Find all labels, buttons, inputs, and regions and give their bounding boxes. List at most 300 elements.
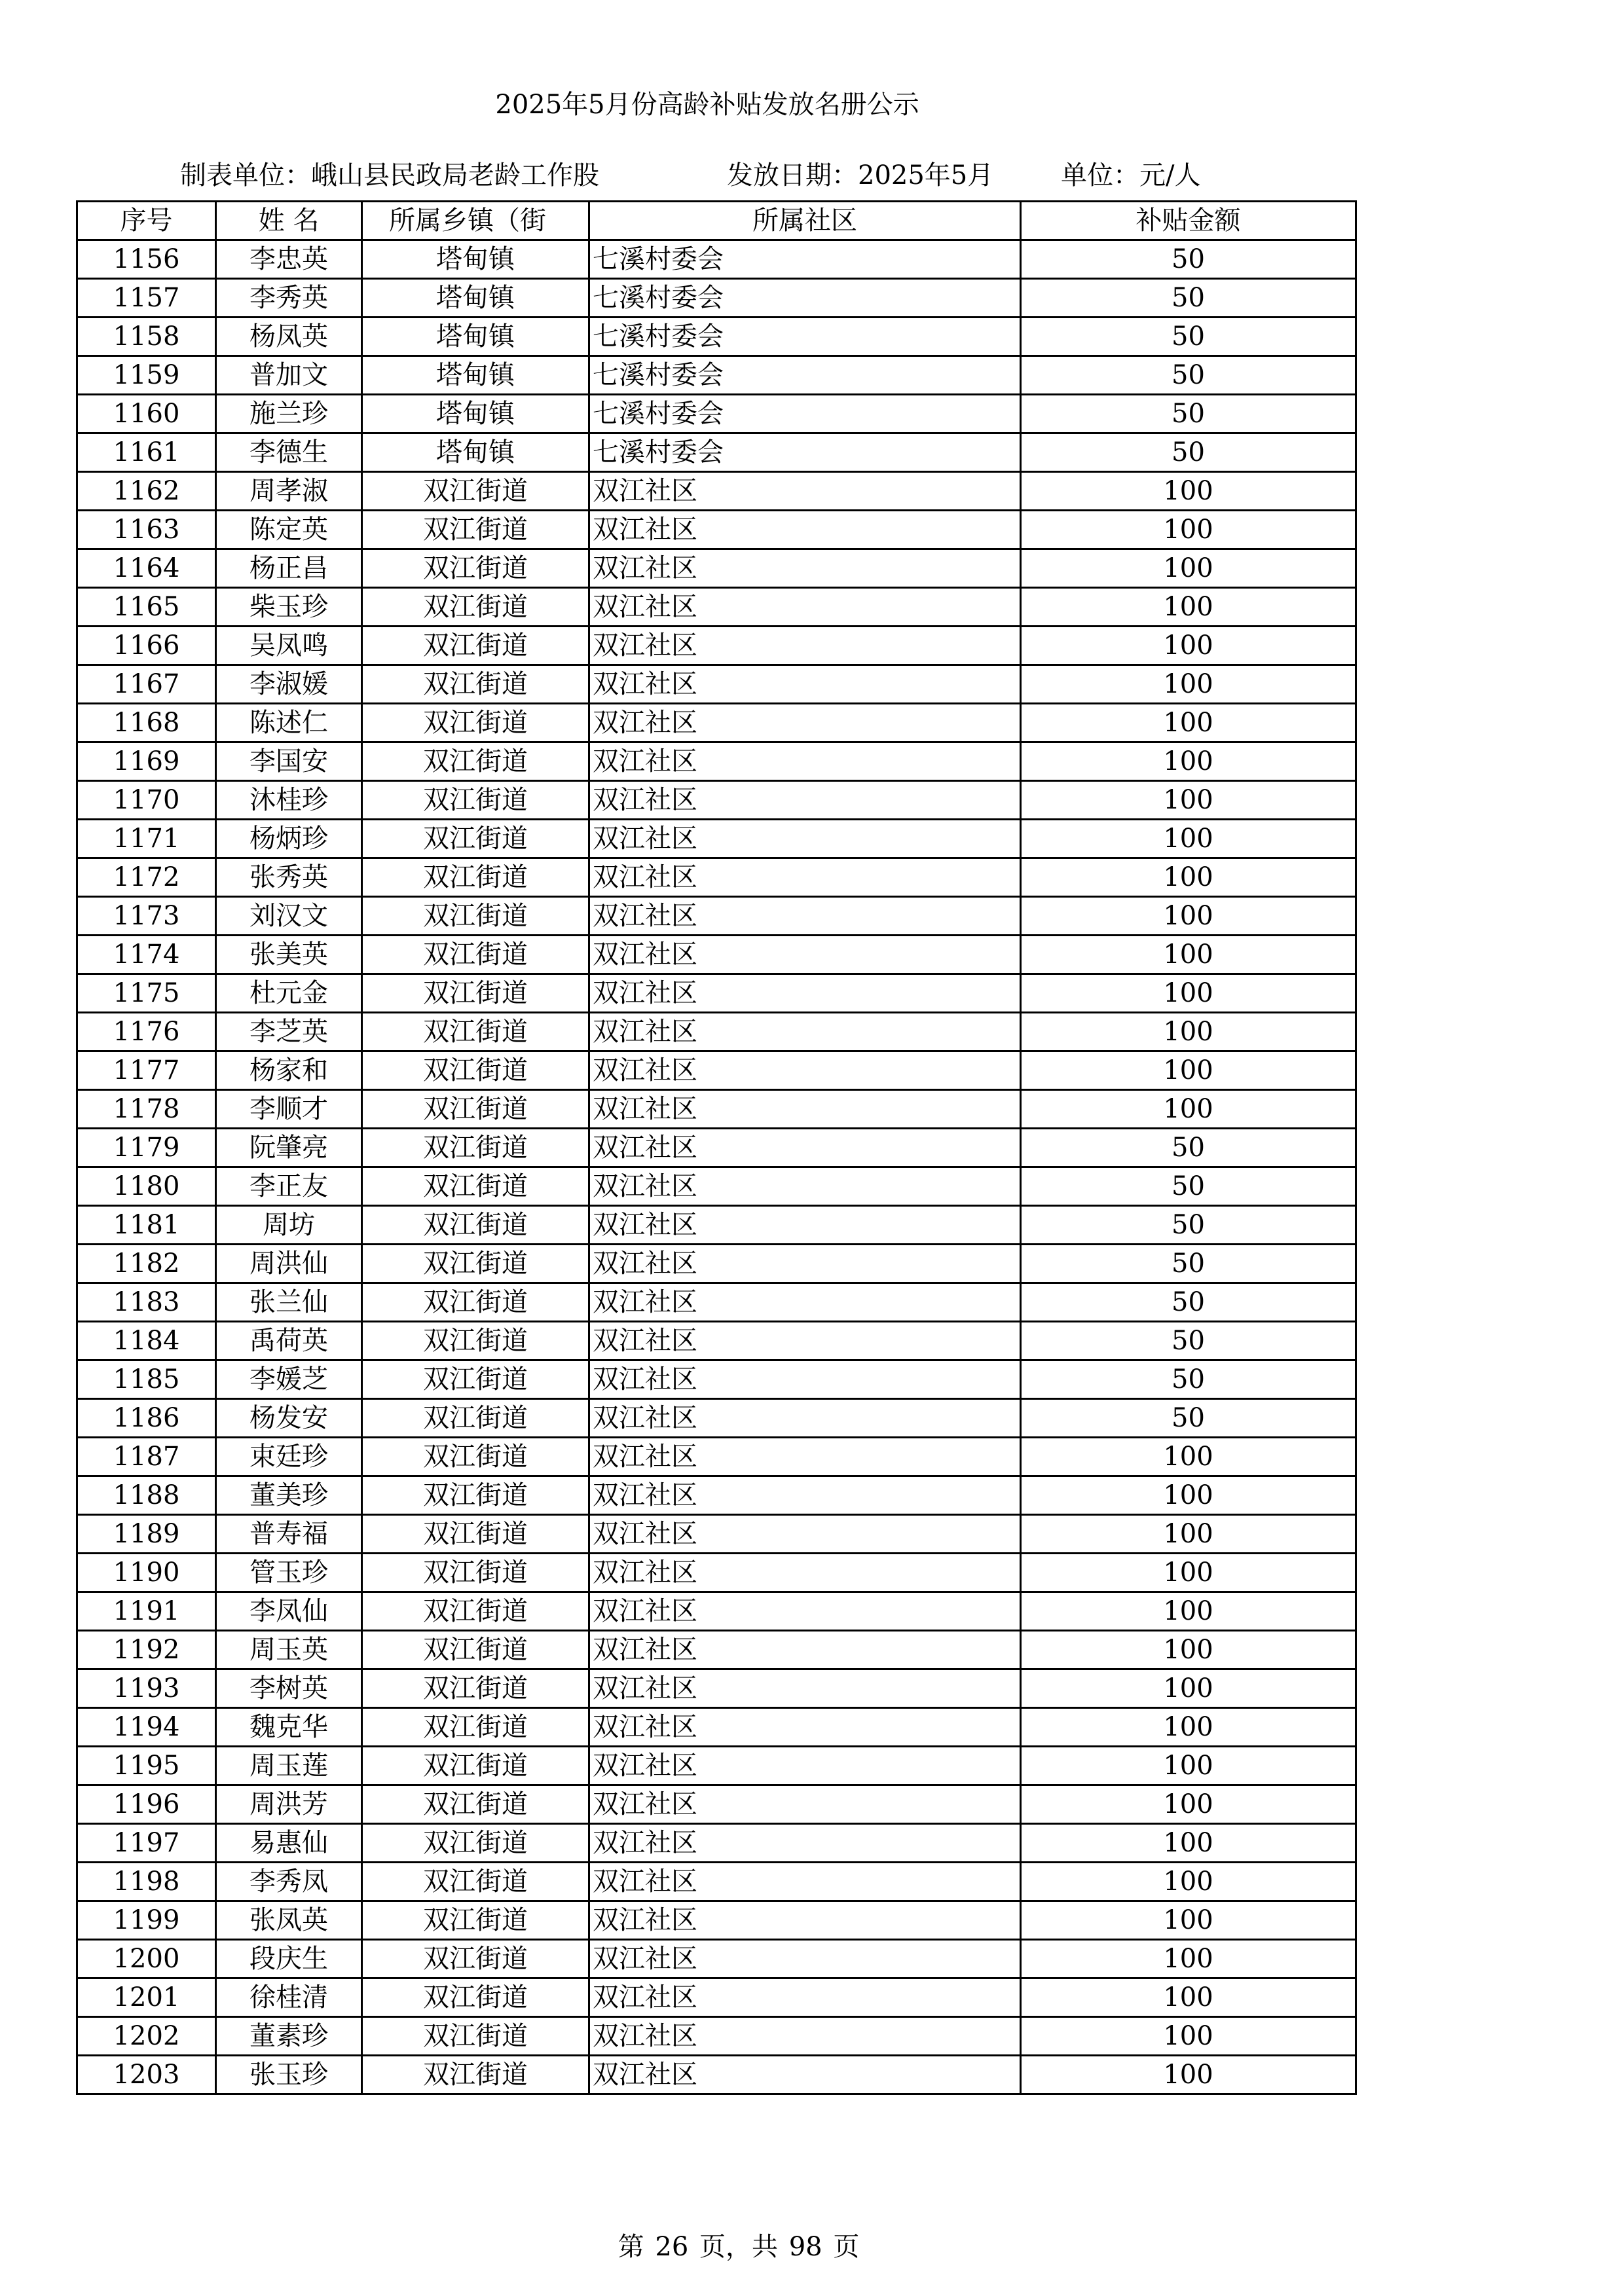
- cell-amount: 50: [1021, 1399, 1356, 1438]
- cell-town: 双江街道: [362, 858, 589, 897]
- cell-town: 塔甸镇: [362, 318, 589, 356]
- cell-town: 塔甸镇: [362, 395, 589, 433]
- cell-community: 双江社区: [589, 549, 1021, 588]
- table-row: [77, 1592, 1356, 1631]
- cell-name: 李国安: [216, 742, 362, 781]
- cell-town: 双江街道: [362, 1129, 589, 1167]
- cell-name: 管玉珍: [216, 1554, 362, 1592]
- cell-town: 双江街道: [362, 472, 589, 511]
- table-row: [77, 433, 1356, 472]
- table-row: [77, 1785, 1356, 1824]
- cell-amount: 50: [1021, 279, 1356, 318]
- cell-name: 李秀凤: [216, 1863, 362, 1901]
- cell-number: 1163: [77, 511, 216, 549]
- cell-town: 双江街道: [362, 820, 589, 858]
- cell-amount: 50: [1021, 1283, 1356, 1322]
- document-title: 2025年5月份高龄补贴发放名册公示: [495, 90, 919, 120]
- table-row: [77, 356, 1356, 395]
- cell-community: 双江社区: [589, 472, 1021, 511]
- cell-community: 双江社区: [589, 1863, 1021, 1901]
- cell-name: 杨家和: [216, 1051, 362, 1090]
- cell-town: 双江街道: [362, 1167, 589, 1206]
- cell-town: 塔甸镇: [362, 240, 589, 279]
- cell-community: 双江社区: [589, 1438, 1021, 1476]
- cell-amount: 50: [1021, 240, 1356, 279]
- cell-amount: 100: [1021, 1438, 1356, 1476]
- cell-name: 施兰珍: [216, 395, 362, 433]
- table-row: [77, 1940, 1356, 1978]
- cell-community: 双江社区: [589, 1747, 1021, 1785]
- cell-name: 张玉珍: [216, 2056, 362, 2094]
- cell-community: 双江社区: [589, 781, 1021, 820]
- cell-community: 双江社区: [589, 1206, 1021, 1245]
- cell-community: 双江社区: [589, 897, 1021, 936]
- cell-amount: 100: [1021, 2017, 1356, 2056]
- cell-amount: 100: [1021, 1824, 1356, 1863]
- cell-name: 徐桂清: [216, 1978, 362, 2017]
- cell-town: 双江街道: [362, 936, 589, 974]
- cell-number: 1177: [77, 1051, 216, 1090]
- issuing-unit: 制表单位：峨山县民政局老龄工作股: [180, 160, 599, 191]
- cell-community: 双江社区: [589, 704, 1021, 742]
- table-row: [77, 897, 1356, 936]
- table-row: [77, 1554, 1356, 1592]
- cell-amount: 100: [1021, 511, 1356, 549]
- cell-name: 李树英: [216, 1669, 362, 1708]
- table-row: [77, 1322, 1356, 1360]
- cell-community: 双江社区: [589, 1554, 1021, 1592]
- cell-number: 1187: [77, 1438, 216, 1476]
- cell-town: 双江街道: [362, 1978, 589, 2017]
- column-header-town: 所属乡镇（街: [362, 202, 589, 240]
- cell-amount: 100: [1021, 820, 1356, 858]
- cell-amount: 100: [1021, 1476, 1356, 1515]
- cell-town: 双江街道: [362, 1399, 589, 1438]
- cell-town: 双江街道: [362, 1554, 589, 1592]
- cell-number: 1164: [77, 549, 216, 588]
- cell-amount: 100: [1021, 2056, 1356, 2094]
- table-header-row: [77, 202, 1356, 240]
- cell-community: 双江社区: [589, 1399, 1021, 1438]
- cell-name: 杨正昌: [216, 549, 362, 588]
- table-row: [77, 974, 1356, 1013]
- cell-community: 双江社区: [589, 1476, 1021, 1515]
- table-row: [77, 1631, 1356, 1669]
- table-row: [77, 1399, 1356, 1438]
- cell-amount: 100: [1021, 627, 1356, 665]
- column-header-name: 姓 名: [216, 202, 362, 240]
- cell-town: 双江街道: [362, 1013, 589, 1051]
- cell-number: 1193: [77, 1669, 216, 1708]
- cell-amount: 100: [1021, 472, 1356, 511]
- table-row: [77, 279, 1356, 318]
- cell-town: 双江街道: [362, 1051, 589, 1090]
- cell-community: 七溪村委会: [589, 356, 1021, 395]
- cell-town: 双江街道: [362, 781, 589, 820]
- cell-name: 陈定英: [216, 511, 362, 549]
- cell-town: 双江街道: [362, 2056, 589, 2094]
- cell-name: 张秀英: [216, 858, 362, 897]
- cell-town: 塔甸镇: [362, 279, 589, 318]
- table-row: [77, 1515, 1356, 1554]
- cell-community: 七溪村委会: [589, 279, 1021, 318]
- cell-number: 1176: [77, 1013, 216, 1051]
- cell-amount: 100: [1021, 974, 1356, 1013]
- cell-name: 段庆生: [216, 1940, 362, 1978]
- cell-name: 张美英: [216, 936, 362, 974]
- cell-community: 双江社区: [589, 1129, 1021, 1167]
- cell-community: 双江社区: [589, 1167, 1021, 1206]
- cell-town: 塔甸镇: [362, 356, 589, 395]
- cell-name: 沐桂珍: [216, 781, 362, 820]
- cell-name: 周洪仙: [216, 1245, 362, 1283]
- cell-number: 1191: [77, 1592, 216, 1631]
- column-header-amount: 补贴金额: [1021, 202, 1356, 240]
- cell-amount: 100: [1021, 1940, 1356, 1978]
- cell-amount: 100: [1021, 936, 1356, 974]
- cell-community: 双江社区: [589, 588, 1021, 627]
- cell-town: 双江街道: [362, 1669, 589, 1708]
- cell-name: 董素珍: [216, 2017, 362, 2056]
- cell-name: 束廷珍: [216, 1438, 362, 1476]
- cell-town: 双江街道: [362, 897, 589, 936]
- table-row: [77, 820, 1356, 858]
- cell-number: 1172: [77, 858, 216, 897]
- cell-number: 1185: [77, 1360, 216, 1399]
- cell-name: 董美珍: [216, 1476, 362, 1515]
- cell-name: 周玉英: [216, 1631, 362, 1669]
- cell-number: 1174: [77, 936, 216, 974]
- cell-name: 普寿福: [216, 1515, 362, 1554]
- cell-community: 双江社区: [589, 1785, 1021, 1824]
- cell-number: 1178: [77, 1090, 216, 1129]
- cell-number: 1161: [77, 433, 216, 472]
- document-meta: [0, 155, 1624, 194]
- table-row: [77, 742, 1356, 781]
- table-row: [77, 1360, 1356, 1399]
- table-row: [77, 1476, 1356, 1515]
- cell-amount: 100: [1021, 549, 1356, 588]
- table-row: [77, 1013, 1356, 1051]
- table-row: [77, 1051, 1356, 1090]
- table-row: [77, 1863, 1356, 1901]
- cell-amount: 100: [1021, 1669, 1356, 1708]
- issue-date: 发放日期：2025年5月: [727, 160, 994, 191]
- cell-town: 双江街道: [362, 1824, 589, 1863]
- cell-amount: 100: [1021, 1051, 1356, 1090]
- cell-town: 双江街道: [362, 1245, 589, 1283]
- cell-name: 杜元金: [216, 974, 362, 1013]
- cell-number: 1203: [77, 2056, 216, 2094]
- cell-number: 1162: [77, 472, 216, 511]
- cell-community: 双江社区: [589, 742, 1021, 781]
- table-row: [77, 472, 1356, 511]
- cell-name: 柴玉珍: [216, 588, 362, 627]
- cell-amount: 100: [1021, 1785, 1356, 1824]
- cell-town: 双江街道: [362, 1438, 589, 1476]
- cell-town: 双江街道: [362, 1747, 589, 1785]
- cell-amount: 50: [1021, 1322, 1356, 1360]
- cell-amount: 100: [1021, 1901, 1356, 1940]
- cell-amount: 100: [1021, 1013, 1356, 1051]
- cell-community: 双江社区: [589, 1708, 1021, 1747]
- table-row: [77, 1167, 1356, 1206]
- cell-town: 双江街道: [362, 549, 589, 588]
- table-row: [77, 1978, 1356, 2017]
- cell-number: 1186: [77, 1399, 216, 1438]
- cell-number: 1159: [77, 356, 216, 395]
- cell-name: 张凤英: [216, 1901, 362, 1940]
- cell-name: 李顺才: [216, 1090, 362, 1129]
- cell-name: 李正友: [216, 1167, 362, 1206]
- table-row: [77, 665, 1356, 704]
- table-row: [77, 781, 1356, 820]
- table-row: [77, 1283, 1356, 1322]
- cell-amount: 50: [1021, 1129, 1356, 1167]
- cell-number: 1180: [77, 1167, 216, 1206]
- cell-amount: 100: [1021, 897, 1356, 936]
- table-row: [77, 318, 1356, 356]
- cell-amount: 50: [1021, 1167, 1356, 1206]
- table-row: [77, 1206, 1356, 1245]
- cell-name: 李媛芝: [216, 1360, 362, 1399]
- cell-community: 双江社区: [589, 2056, 1021, 2094]
- cell-name: 周洪芳: [216, 1785, 362, 1824]
- cell-community: 七溪村委会: [589, 395, 1021, 433]
- cell-community: 双江社区: [589, 936, 1021, 974]
- cell-town: 双江街道: [362, 1785, 589, 1824]
- cell-name: 阮肇亮: [216, 1129, 362, 1167]
- cell-community: 双江社区: [589, 1515, 1021, 1554]
- cell-community: 双江社区: [589, 1669, 1021, 1708]
- cell-community: 双江社区: [589, 2017, 1021, 2056]
- cell-amount: 100: [1021, 1090, 1356, 1129]
- table-row: [77, 627, 1356, 665]
- cell-amount: 100: [1021, 704, 1356, 742]
- cell-number: 1198: [77, 1863, 216, 1901]
- cell-community: 双江社区: [589, 1940, 1021, 1978]
- cell-community: 双江社区: [589, 1901, 1021, 1940]
- cell-community: 七溪村委会: [589, 433, 1021, 472]
- table-row: [77, 2056, 1356, 2094]
- cell-name: 李德生: [216, 433, 362, 472]
- cell-name: 杨凤英: [216, 318, 362, 356]
- cell-amount: 100: [1021, 665, 1356, 704]
- cell-community: 双江社区: [589, 1090, 1021, 1129]
- cell-number: 1160: [77, 395, 216, 433]
- cell-name: 李秀英: [216, 279, 362, 318]
- cell-amount: 50: [1021, 356, 1356, 395]
- table-row: [77, 1669, 1356, 1708]
- cell-town: 双江街道: [362, 1863, 589, 1901]
- cell-amount: 100: [1021, 1554, 1356, 1592]
- cell-name: 李淑媛: [216, 665, 362, 704]
- cell-amount: 50: [1021, 1245, 1356, 1283]
- cell-town: 双江街道: [362, 1515, 589, 1554]
- cell-name: 周孝淑: [216, 472, 362, 511]
- cell-community: 双江社区: [589, 1978, 1021, 2017]
- cell-number: 1175: [77, 974, 216, 1013]
- cell-number: 1181: [77, 1206, 216, 1245]
- cell-amount: 100: [1021, 1747, 1356, 1785]
- cell-name: 易惠仙: [216, 1824, 362, 1863]
- cell-name: 刘汉文: [216, 897, 362, 936]
- table-row: [77, 704, 1356, 742]
- cell-town: 双江街道: [362, 588, 589, 627]
- currency-unit: 单位：元/人: [1061, 160, 1201, 191]
- cell-number: 1158: [77, 318, 216, 356]
- table-row: [77, 1090, 1356, 1129]
- table-row: [77, 936, 1356, 974]
- table-row: [77, 1245, 1356, 1283]
- cell-number: 1169: [77, 742, 216, 781]
- table-row: [77, 511, 1356, 549]
- cell-community: 双江社区: [589, 820, 1021, 858]
- cell-town: 双江街道: [362, 742, 589, 781]
- column-header-number: 序号: [77, 202, 216, 240]
- cell-number: 1173: [77, 897, 216, 936]
- cell-number: 1192: [77, 1631, 216, 1669]
- cell-town: 双江街道: [362, 511, 589, 549]
- table-row: [77, 395, 1356, 433]
- cell-community: 双江社区: [589, 1360, 1021, 1399]
- cell-town: 双江街道: [362, 665, 589, 704]
- cell-town: 双江街道: [362, 974, 589, 1013]
- table-row: [77, 1747, 1356, 1785]
- cell-town: 双江街道: [362, 1206, 589, 1245]
- cell-number: 1168: [77, 704, 216, 742]
- cell-number: 1194: [77, 1708, 216, 1747]
- table-row: [77, 2017, 1356, 2056]
- cell-community: 七溪村委会: [589, 318, 1021, 356]
- cell-amount: 50: [1021, 433, 1356, 472]
- cell-name: 李忠英: [216, 240, 362, 279]
- cell-number: 1167: [77, 665, 216, 704]
- table-row: [77, 858, 1356, 897]
- cell-community: 双江社区: [589, 1631, 1021, 1669]
- cell-number: 1199: [77, 1901, 216, 1940]
- cell-community: 双江社区: [589, 974, 1021, 1013]
- cell-number: 1188: [77, 1476, 216, 1515]
- table-row: [77, 549, 1356, 588]
- cell-community: 双江社区: [589, 1013, 1021, 1051]
- cell-amount: 100: [1021, 742, 1356, 781]
- cell-number: 1202: [77, 2017, 216, 2056]
- cell-amount: 100: [1021, 588, 1356, 627]
- cell-name: 吴凤鸣: [216, 627, 362, 665]
- cell-name: 陈述仁: [216, 704, 362, 742]
- cell-town: 双江街道: [362, 1090, 589, 1129]
- table-body: [77, 240, 1356, 2094]
- cell-town: 双江街道: [362, 1901, 589, 1940]
- cell-number: 1170: [77, 781, 216, 820]
- cell-amount: 100: [1021, 1863, 1356, 1901]
- cell-number: 1197: [77, 1824, 216, 1863]
- cell-name: 李凤仙: [216, 1592, 362, 1631]
- cell-town: 双江街道: [362, 1476, 589, 1515]
- cell-amount: 100: [1021, 1631, 1356, 1669]
- table-row: [77, 240, 1356, 279]
- cell-number: 1190: [77, 1554, 216, 1592]
- cell-town: 双江街道: [362, 1592, 589, 1631]
- table-row: [77, 1708, 1356, 1747]
- subsidy-table: [76, 200, 1357, 2095]
- cell-number: 1184: [77, 1322, 216, 1360]
- cell-amount: 50: [1021, 395, 1356, 433]
- cell-name: 杨发安: [216, 1399, 362, 1438]
- cell-town: 双江街道: [362, 627, 589, 665]
- cell-community: 双江社区: [589, 858, 1021, 897]
- cell-amount: 50: [1021, 318, 1356, 356]
- column-header-community: 所属社区: [589, 202, 1021, 240]
- cell-number: 1166: [77, 627, 216, 665]
- table-row: [77, 588, 1356, 627]
- cell-community: 双江社区: [589, 511, 1021, 549]
- cell-amount: 100: [1021, 1515, 1356, 1554]
- cell-number: 1182: [77, 1245, 216, 1283]
- cell-name: 禹荷英: [216, 1322, 362, 1360]
- cell-amount: 100: [1021, 781, 1356, 820]
- cell-town: 双江街道: [362, 704, 589, 742]
- cell-name: 杨炳珍: [216, 820, 362, 858]
- cell-number: 1200: [77, 1940, 216, 1978]
- cell-number: 1195: [77, 1747, 216, 1785]
- table-row: [77, 1129, 1356, 1167]
- cell-amount: 50: [1021, 1206, 1356, 1245]
- cell-town: 双江街道: [362, 1322, 589, 1360]
- cell-town: 双江街道: [362, 1708, 589, 1747]
- table-row: [77, 1438, 1356, 1476]
- cell-name: 李芝英: [216, 1013, 362, 1051]
- cell-number: 1179: [77, 1129, 216, 1167]
- cell-number: 1171: [77, 820, 216, 858]
- cell-community: 双江社区: [589, 1322, 1021, 1360]
- cell-community: 双江社区: [589, 1824, 1021, 1863]
- cell-town: 双江街道: [362, 1631, 589, 1669]
- table-row: [77, 1901, 1356, 1940]
- cell-amount: 100: [1021, 1708, 1356, 1747]
- cell-number: 1189: [77, 1515, 216, 1554]
- cell-town: 双江街道: [362, 1283, 589, 1322]
- page-footer: 第 26 页，共 98 页: [618, 2232, 860, 2262]
- cell-community: 双江社区: [589, 1245, 1021, 1283]
- cell-town: 双江街道: [362, 2017, 589, 2056]
- cell-name: 魏克华: [216, 1708, 362, 1747]
- cell-amount: 100: [1021, 1978, 1356, 2017]
- cell-amount: 100: [1021, 858, 1356, 897]
- cell-community: 双江社区: [589, 1592, 1021, 1631]
- cell-number: 1165: [77, 588, 216, 627]
- cell-community: 双江社区: [589, 1283, 1021, 1322]
- cell-amount: 50: [1021, 1360, 1356, 1399]
- table-row: [77, 1824, 1356, 1863]
- cell-number: 1201: [77, 1978, 216, 2017]
- cell-number: 1196: [77, 1785, 216, 1824]
- cell-community: 七溪村委会: [589, 240, 1021, 279]
- cell-number: 1157: [77, 279, 216, 318]
- cell-number: 1156: [77, 240, 216, 279]
- cell-name: 张兰仙: [216, 1283, 362, 1322]
- cell-number: 1183: [77, 1283, 216, 1322]
- cell-name: 普加文: [216, 356, 362, 395]
- cell-amount: 100: [1021, 1592, 1356, 1631]
- cell-community: 双江社区: [589, 1051, 1021, 1090]
- cell-town: 双江街道: [362, 1940, 589, 1978]
- cell-town: 塔甸镇: [362, 433, 589, 472]
- cell-community: 双江社区: [589, 627, 1021, 665]
- cell-name: 周玉莲: [216, 1747, 362, 1785]
- cell-town: 双江街道: [362, 1360, 589, 1399]
